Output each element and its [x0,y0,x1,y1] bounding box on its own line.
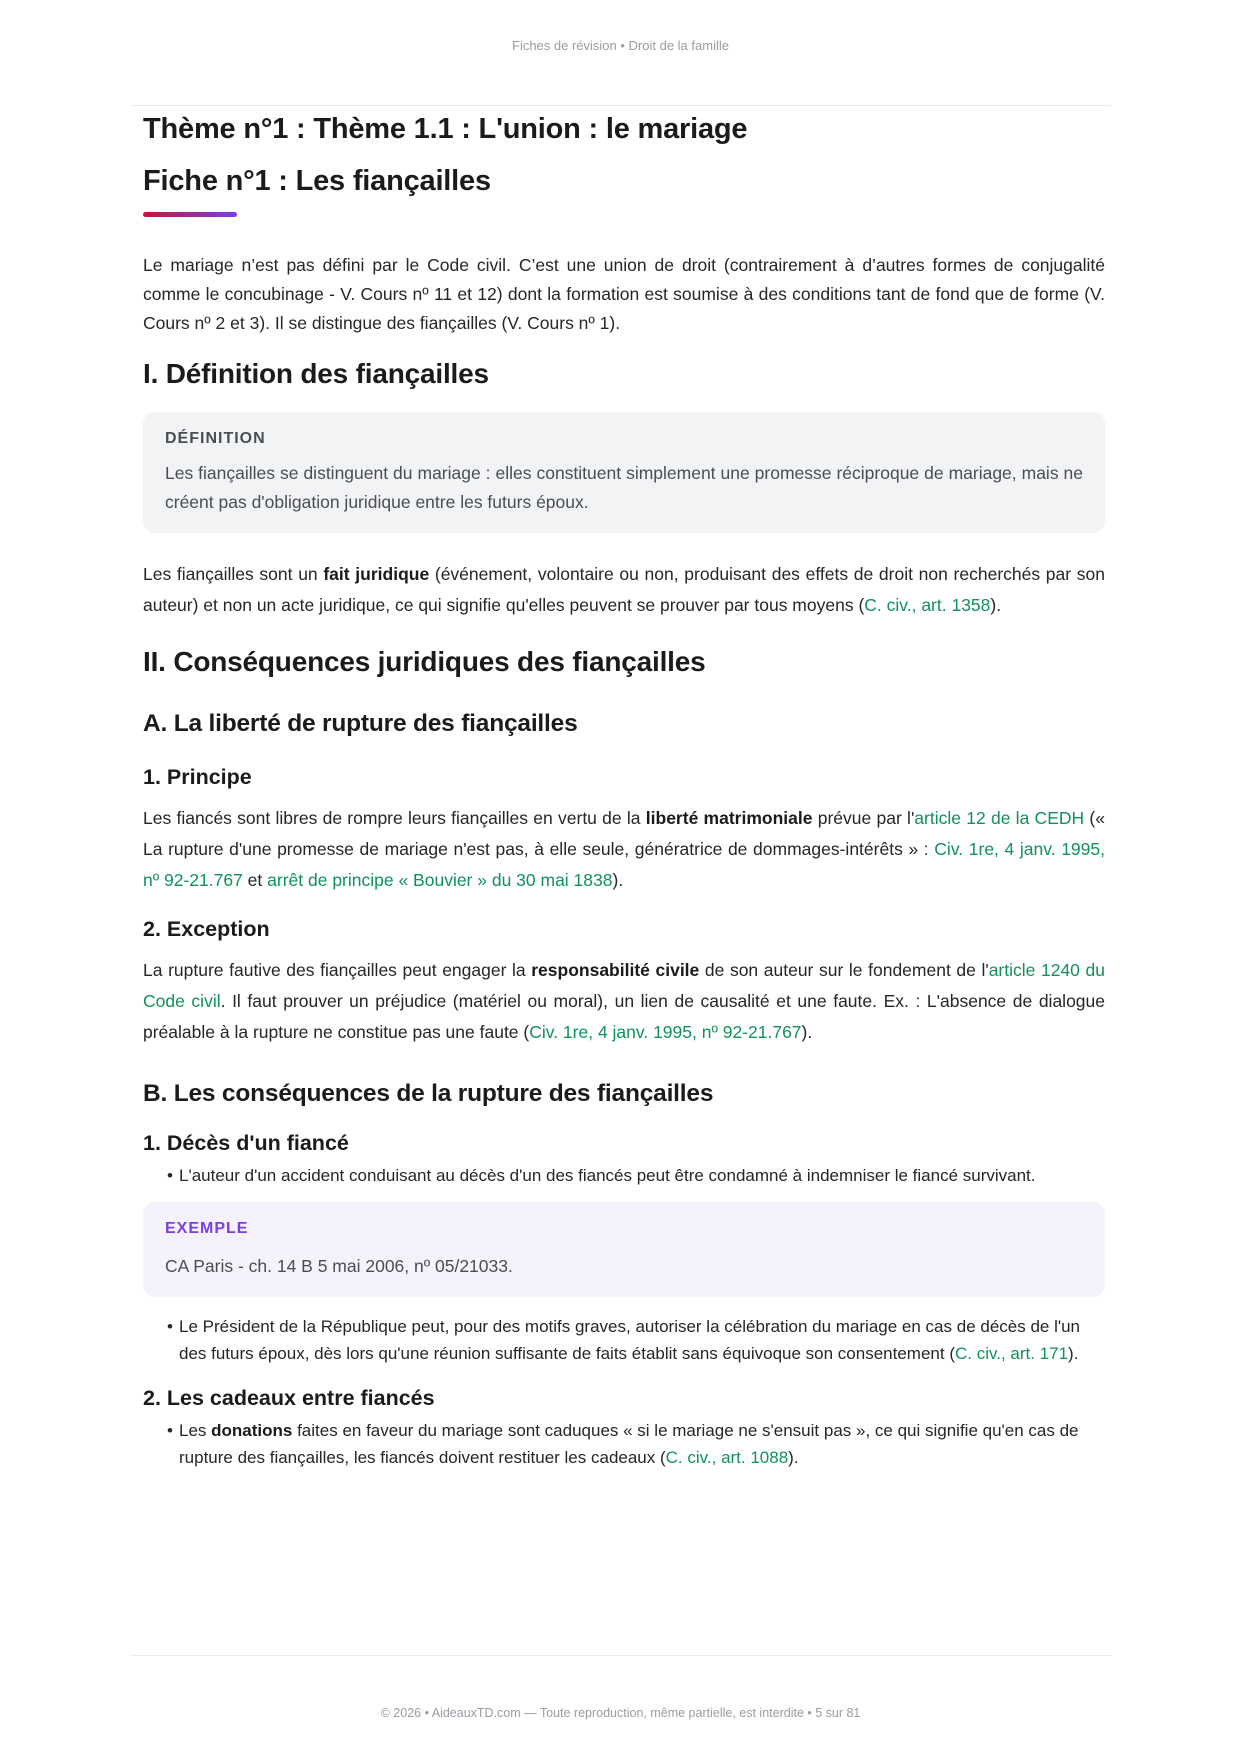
gifts-heading: 2. Les cadeaux entre fiancés [143,1386,435,1410]
text-run: . Il faut prouver un préjudice (matériel ou moral), un lien de causalité et une faute. Ex. : L'absence de dialogue préalable à la rupture ne constitue pas une faute ( [143,991,1105,1042]
page-title: Thème n°1 : Thème 1.1 : L'union : le mariage [143,113,748,145]
text-run: ). [801,1022,813,1042]
subsection-a-heading: A. La liberté de rupture des fiançailles [143,710,578,737]
link-cedh-art-12[interactable]: article 12 de la CEDH [914,808,1085,828]
exception-paragraph [143,955,1105,1048]
section-1-heading: I. Définition des fiançailles [143,358,489,389]
text-run: ). [1068,1344,1079,1363]
page-footer: © 2026 • AideauxTD.com — Toute reproduction, même partielle, est interdite • 5 sur 81 [380,1706,861,1720]
legal-fact-paragraph [143,559,1105,621]
intro-paragraph: Le mariage n’est pas défini par le Code civil. C’est une union de droit (contrairement à d’autres formes de conjugalité comme le concubinage - V. Cours nº 11 et 12) dont la formation est soumise à des conditions tant de fond que de forme (V. Cours nº 2 et 3). Il se distingue des fiançailles (V. Cours nº 1). [143,255,1105,333]
text-run: faites en faveur du mariage sont caduques « si le mariage ne s'ensuit pas », ce qui signifie qu'en cas de rupture des fiançailles, les fiancés doivent restituer les cadeaux ( [179,1421,1079,1467]
subsection-b-heading: B. Les conséquences de la rupture des fiançailles [143,1080,714,1107]
accent-underline [143,212,237,217]
bold-term: donations [211,1421,293,1440]
president-bullets [143,1313,1105,1367]
example-label: EXEMPLE [165,1220,249,1237]
link-civ-1088[interactable]: C. civ., art. 1088 [665,1448,789,1467]
link-civ-1re-1995[interactable]: Civ. 1re, 4 janv. 1995, nº 92-21.767 [529,1022,802,1042]
footer-divider [130,1655,1111,1656]
bold-term: liberté matrimoniale [645,808,813,828]
example-box [143,1202,1105,1297]
principle-heading: 1. Principe [143,765,252,789]
text-run: prévue par l' [812,808,915,828]
list-item [167,1313,1105,1367]
text-run: ). [612,870,624,890]
text-run: La rupture fautive des fiançailles peut engager la [143,960,532,980]
definition-box [143,412,1105,533]
list-item: • L'auteur d'un accident conduisant au décès d'un des fiancés peut être condamné à indemniser le fiancé survivant. [167,1162,1105,1189]
link-civ-1re-1995[interactable]: Civ. 1re, 4 janv. 1995, nº 92-21.767 [143,839,1105,890]
gifts-bullets [143,1417,1105,1471]
death-bullets [143,1162,1105,1189]
text-run: de son auteur sur le fondement de l' [699,960,989,980]
text-run: (« La rupture d'une promesse de mariage n'est pas, à elle seule, génératrice de dommages-intérêts » : [143,808,1105,859]
bold-term: responsabilité civile [531,960,700,980]
text-run: Les [179,1421,212,1440]
text-run: ). [788,1448,799,1467]
page-header: Fiches de révision • Droit de la famille [512,38,729,53]
text-run: Les fiancés sont libres de rompre leurs fiançailles en vertu de la [143,808,646,828]
link-civ-171[interactable]: C. civ., art. 171 [954,1344,1069,1363]
sheet-title: Fiche n°1 : Les fiançailles [143,165,491,197]
principle-paragraph [143,803,1105,896]
example-text: CA Paris - ch. 14 B 5 mai 2006, nº 05/21033. [165,1256,513,1276]
text-run: ). [990,595,1002,615]
text-run: et [242,870,268,890]
text-run: (événement, volontaire ou non, produisant des effets de droit non recherchés par son auteur) et non un acte juridique, ce qui signifie qu'elles peuvent se prouver par tous moyens ( [143,564,1105,615]
bold-term: fait juridique [323,564,430,584]
definition-label: DÉFINITION [165,430,266,447]
death-heading: 1. Décès d'un fiancé [143,1131,349,1155]
list-item [167,1417,1105,1471]
definition-text: Les fiançailles se distinguent du mariage : elles constituent simplement une promesse réciproque de mariage, mais ne créent pas d'obligation juridique entre les futurs époux. [165,463,1083,512]
document-body [143,102,1105,1471]
link-civ-1358[interactable]: C. civ., art. 1358 [864,595,991,615]
section-2-heading: II. Conséquences juridiques des fiançailles [143,646,706,677]
text-run: Le Président de la République peut, pour des motifs graves, autoriser la célébration du mariage en cas de décès de l'un des futurs époux, dès lors qu'une réunion suffisante de faits établit sans équivoque son consentement ( [179,1317,1081,1363]
link-arret-bouvier[interactable]: arrêt de principe « Bouvier » du 30 mai 1838 [267,870,613,890]
exception-heading: 2. Exception [143,917,270,941]
text-run: Les fiançailles sont un [143,564,324,584]
link-civ-1240[interactable]: article 1240 du Code civil [143,960,1105,1011]
